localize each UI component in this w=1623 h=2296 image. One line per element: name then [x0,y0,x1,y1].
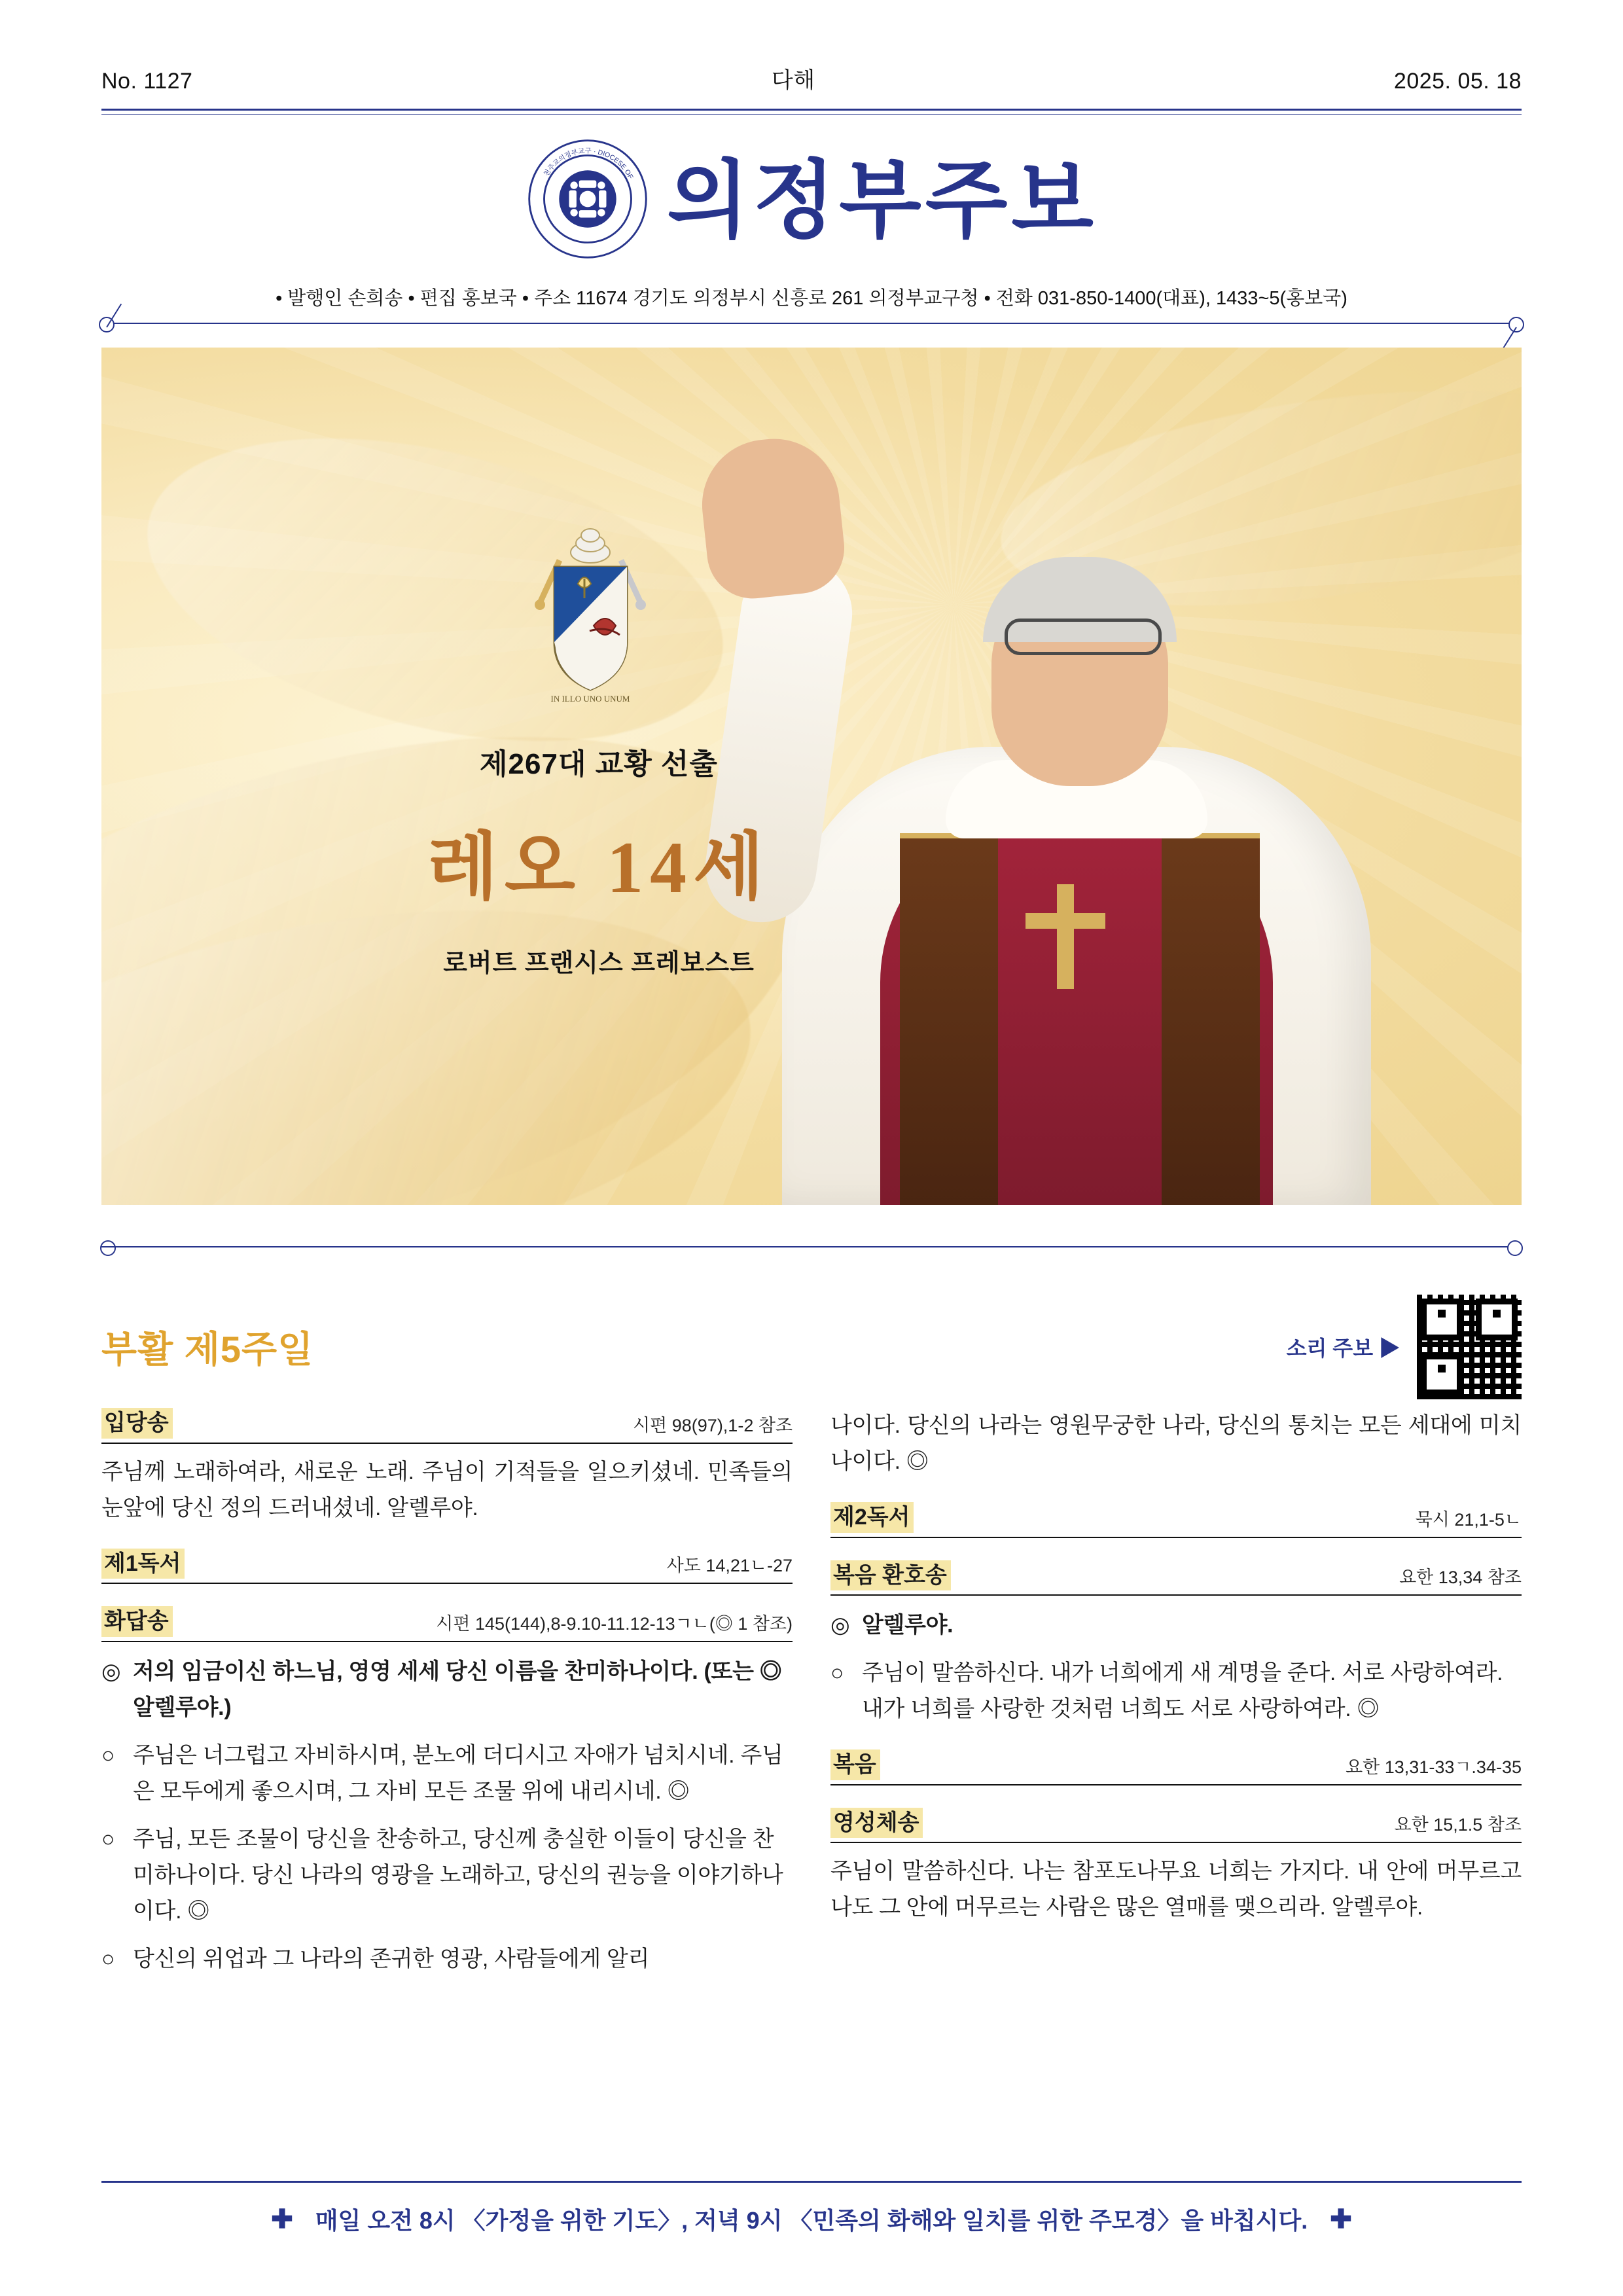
entrance-antiphon-label [101,1408,793,1444]
response-text: 저의 임금이신 하느님, 영영 세세 당신 이름을 찬미하나이다. (또는 ◎ 알렐루야.) [133,1659,782,1720]
psalm-verse [101,1738,793,1810]
cross-icon: ✚ [271,2204,293,2234]
responsorial-psalm-label [101,1606,793,1642]
pope-stole-right [1162,833,1260,1205]
sunday-title: 부활 제5주일 [101,1329,314,1370]
verse-mark-icon: ○ [101,1946,115,1972]
psalm-response [101,1654,793,1726]
diocese-seal-icon [526,137,650,261]
response-text: 알렐루야. [862,1613,954,1638]
hero-line2: 로버트 프랜시스 프레보스트 [443,950,755,977]
masthead-meta [101,0,1522,94]
verse-mark-icon: ○ [101,1826,115,1852]
liturgy-body [101,1408,1522,1977]
verse-text: 주님이 말씀하신다. 내가 너희에게 새 계명을 준다. 서로 사랑하여라. 내가 너희를 사랑한 것처럼 너희도 서로 사랑하여라. ◎ [862,1660,1503,1722]
publisher-divider [101,323,1522,324]
glasses-icon [1005,619,1162,655]
footer-text: 매일 오전 8시 〈가정을 위한 기도〉, 저녁 9시 〈민족의 화해와 일치를 위한 주모경〉을 바칩시다. [315,2207,1308,2234]
issue-date: 2025. 05. 18 [1393,69,1522,94]
label-reference: 묵시 21,1-5ㄴ [1415,1509,1522,1530]
hero-caption [383,740,815,978]
liturgical-cycle: 다해 [771,68,815,93]
second-reading-label [830,1502,1522,1538]
gospel-label [830,1749,1522,1785]
hero-banner [101,348,1522,1205]
communion-antiphon-text: 주님이 말씀하신다. 나는 참포도나무요 너희는 가지다. 내 안에 머무르고 나도 그 안에 머무르는 사람은 많은 열매를 맺으리라. 알렐루야. [830,1859,1522,1920]
entrance-antiphon-text: 주님께 노래하여라, 새로운 노래. 주님이 기적들을 일으키셨네. 민족들의 눈앞에 당신 정의 드러내셨네. 알렐루야. [101,1459,793,1520]
right-column [830,1408,1522,1977]
communion-antiphon-label [830,1808,1522,1844]
page-footer [101,2181,1522,2236]
first-reading-label [101,1549,793,1585]
svg-text:IN ILLO UNO UNUM: IN ILLO UNO UNUM [550,694,630,704]
acclamation-response [830,1607,1522,1643]
audio-bulletin-group[interactable] [1287,1295,1522,1399]
verse-mark-icon: ○ [101,1742,115,1768]
label-reference: 요한 13,31-33ㄱ.34-35 [1346,1757,1522,1777]
publisher-block [101,283,1522,333]
qr-code-icon[interactable] [1417,1295,1522,1399]
hero-line1: 제267대 교황 선출 [480,748,718,780]
divider-circle-left [100,1240,116,1256]
label-title: 복음 [830,1749,880,1780]
verse-text: 주님은 너그럽고 자비하시며, 분노에 더디시고 자애가 넘치시네. 주님은 모두에게 좋으시며, 그 자비 모든 조물 위에 내리시네. ◎ [133,1742,783,1804]
footer-divider [101,2181,1522,2183]
label-title: 복음 환호송 [830,1560,951,1591]
section-divider [101,1239,1522,1255]
cross-icon: ✚ [1330,2204,1352,2234]
papal-coat-of-arms-icon [520,528,661,711]
psalm-verse-continuation: 나이다. 당신의 나라는 영원무궁한 나라, 당신의 통치는 모든 세대에 미치나이다. ◎ [830,1413,1522,1475]
label-title: 제1독서 [101,1549,185,1579]
label-title: 입당송 [101,1408,173,1439]
masthead-divider [101,109,1522,115]
label-reference: 시편 98(97),1-2 참조 [633,1415,793,1435]
psalm-verse [101,1941,793,1977]
label-reference: 시편 145(144),8-9.10-11.12-13ㄱㄴ(◎ 1 참조) [436,1613,793,1634]
gospel-acclamation-label [830,1560,1522,1596]
liturgy-header [101,1291,1522,1403]
pope-stole-left [900,833,998,1205]
svg-text:천주교의정부교구 · DIOCESE OF: 천주교의정부교구 · DIOCESE OF [543,147,634,181]
verse-text: 당신의 위업과 그 나라의 존귀한 영광, 사람들에게 알리 [133,1946,650,1972]
divider-line [101,1246,1522,1247]
page-title: 의정부주보 [667,154,1097,249]
label-title: 영성체송 [830,1808,923,1839]
pope-hand [696,433,849,603]
response-mark-icon: ◎ [101,1659,121,1684]
label-reference: 사도 14,21ㄴ-27 [666,1556,793,1576]
label-title: 제2독서 [830,1502,914,1533]
verse-mark-icon: ○ [830,1660,844,1686]
label-reference: 요한 15,1.5 참조 [1394,1815,1522,1835]
audio-bulletin-label[interactable]: 소리 주보 ▶ [1286,1336,1400,1360]
footer-prayer-note [101,2202,1522,2236]
pectoral-cross-icon [1057,884,1074,989]
issue-number: No. 1127 [101,69,193,94]
label-reference: 요한 13,34 참조 [1399,1568,1522,1588]
response-mark-icon: ◎ [830,1613,850,1638]
masthead-logo-row [101,137,1522,261]
divider-circle-right [1507,1240,1523,1256]
acclamation-verse [830,1655,1522,1727]
label-title: 화답송 [101,1606,173,1637]
verse-text: 주님, 모든 조물이 당신을 찬송하고, 당신께 충실한 이들이 당신을 찬미하나이다. 당신 나라의 영광을 노래하고, 당신의 권능을 이야기하나이다. ◎ [133,1826,783,1924]
left-column [101,1408,793,1977]
publisher-info: • 발행인 손희송 • 편집 홍보국 • 주소 11674 경기도 의정부시 신흥로 261 의정부교구청 • 전화 031-850-1400(대표), 1433~5(홍보국) [276,288,1347,309]
hero-pope-name: 레오 14세 [427,827,771,908]
psalm-verse [101,1821,793,1929]
